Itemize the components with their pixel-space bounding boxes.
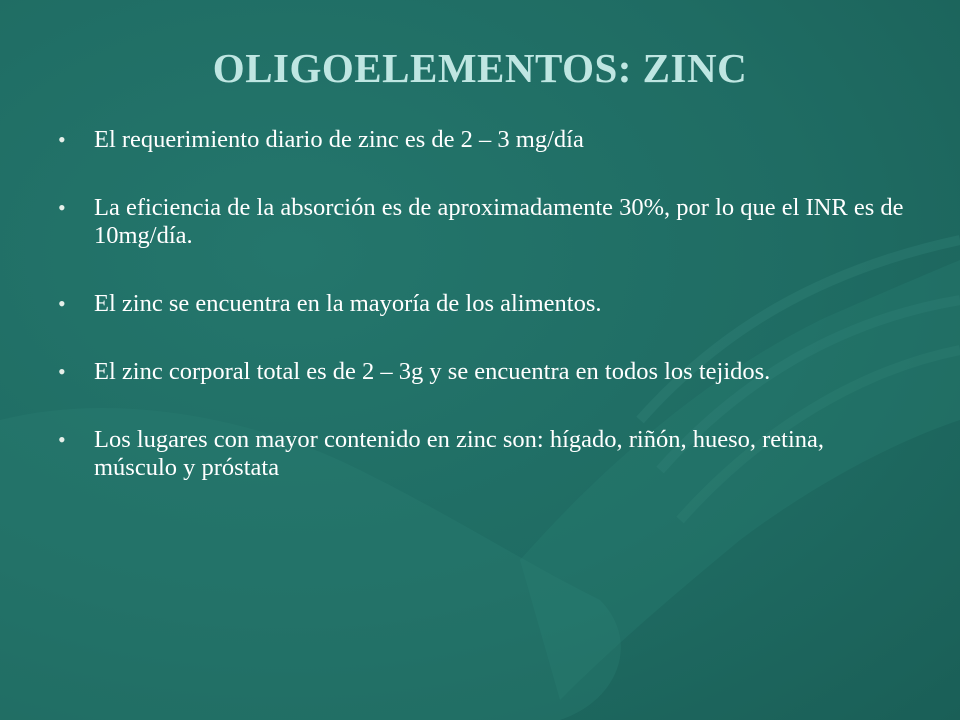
- bullet-icon: •: [58, 195, 66, 220]
- bullet-text: La eficiencia de la absorción es de aproximadamente 30%, por lo que el INR es de 10mg/día.: [94, 194, 904, 249]
- bullet-item: [58, 426, 908, 482]
- bullet-text: El zinc se encuentra en la mayoría de los alimentos.: [94, 290, 602, 317]
- bullet-text: El zinc corporal total es de 2 – 3g y se encuentra en todos los tejidos.: [94, 358, 771, 385]
- bullet-icon: •: [58, 127, 66, 152]
- bullet-item: [58, 126, 908, 154]
- bullet-icon: •: [58, 359, 66, 384]
- bullet-text: Los lugares con mayor contenido en zinc son: hígado, riñón, hueso, retina, músculo y próstata: [94, 426, 825, 481]
- bullet-icon: •: [58, 291, 66, 316]
- bullet-icon: •: [58, 427, 66, 452]
- bullet-list: [58, 126, 908, 522]
- bullet-item: [58, 358, 908, 386]
- bullet-item: [58, 194, 908, 250]
- slide-title: OLIGOELEMENTOS: ZINC: [212, 45, 748, 91]
- bullet-item: [58, 290, 908, 318]
- bullet-text: El requerimiento diario de zinc es de 2 – 3 mg/día: [94, 126, 584, 153]
